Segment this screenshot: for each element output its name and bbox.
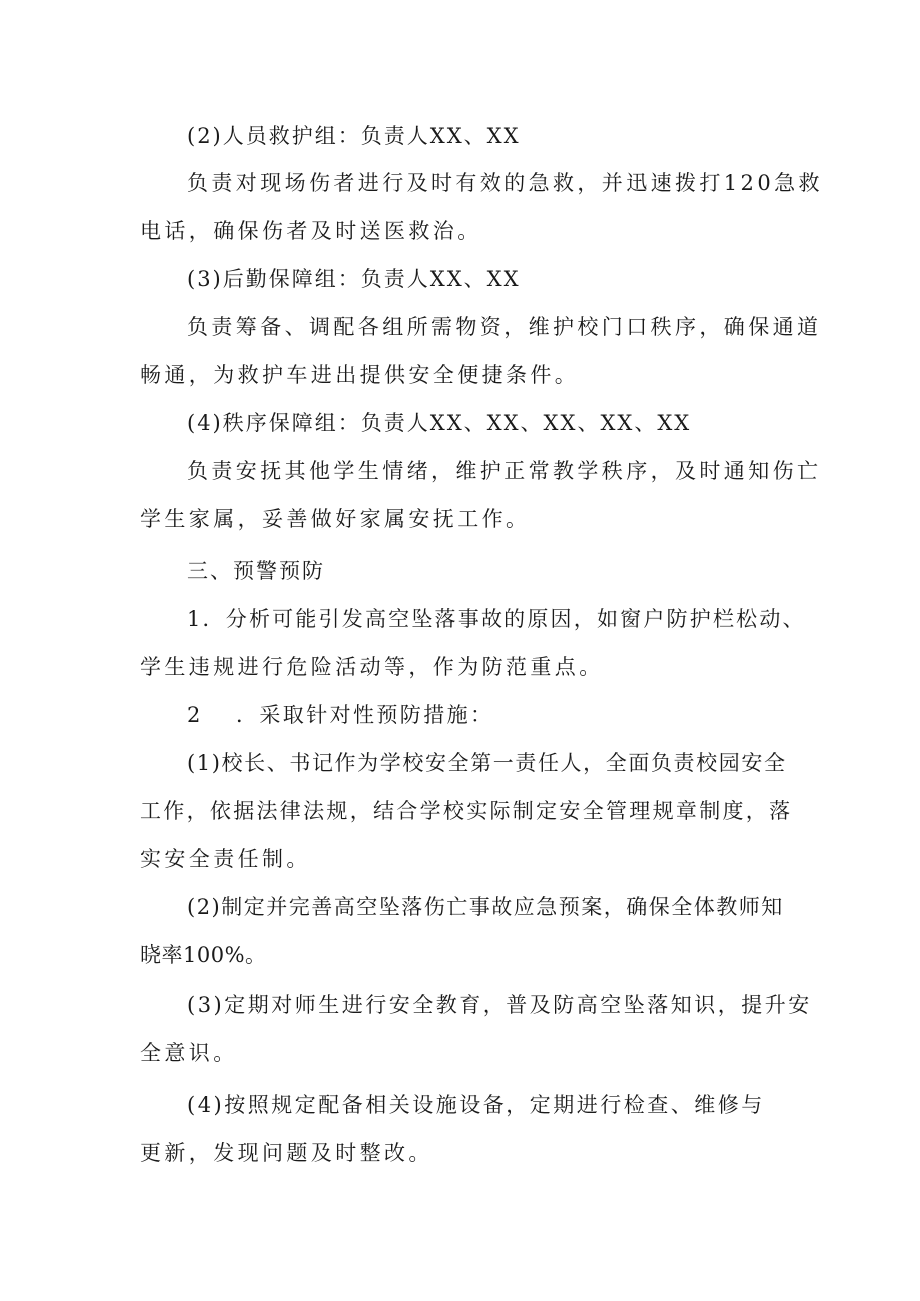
paragraph-rescue-team-desc-line2: 电话，确保伤者及时送医救治。 <box>140 219 482 243</box>
paragraph-rescue-team-desc-line1: 负责对现场伤者进行及时有效的急救，并迅速拨打120急救 <box>187 171 823 195</box>
paragraph-logistics-team-desc-line2: 畅通，为救护车进出提供安全便捷条件。 <box>140 363 580 387</box>
paragraph-logistics-team-title: (3)后勤保障组：负责人XX、XX <box>187 267 521 291</box>
paragraph-order-team-desc-line2: 学生家属，妥善做好家属安抚工作。 <box>140 507 531 531</box>
paragraph-measure2-line1: (2)制定并完善高空坠落伤亡事故应急预案，确保全体教师知 <box>187 895 784 919</box>
paragraph-measure1-line1: (1)校长、书记作为学校安全第一责任人，全面负责校园安全 <box>187 751 787 775</box>
paragraph-measure3-line2: 全意识。 <box>140 1041 238 1065</box>
paragraph-measure4-line1: (4)按照规定配备相关设施设备，定期进行检查、维修与 <box>187 1093 765 1117</box>
paragraph-measure4-line2: 更新，发现问题及时整改。 <box>140 1141 433 1165</box>
paragraph-rescue-team-title: (2)人员救护组：负责人XX、XX <box>187 124 521 148</box>
paragraph-measure1-line2: 工作，依据法律法规，结合学校实际制定安全管理规章制度，落 <box>140 799 793 823</box>
paragraph-order-team-title: (4)秩序保障组：负责人XX、XX、XX、XX、XX <box>187 411 692 435</box>
paragraph-item1-line1: 1．分析可能引发高空坠落事故的原因，如窗户防护栏松动、 <box>187 607 806 631</box>
section-heading-warning-prevention: 三、预警预防 <box>187 559 325 583</box>
paragraph-measure2-line2: 晓率100%。 <box>140 943 267 967</box>
paragraph-order-team-desc-line1: 负责安抚其他学生情绪，维护正常教学秩序，及时通知伤亡 <box>187 459 822 483</box>
paragraph-logistics-team-desc-line1: 负责筹备、调配各组所需物资，维护校门口秩序，确保通道 <box>187 315 822 339</box>
paragraph-measure1-line3: 实安全责任制。 <box>140 847 311 871</box>
paragraph-measure3-line1: (3)定期对师生进行安全教育，普及防高空坠落知识，提升安 <box>187 993 812 1017</box>
paragraph-item1-line2: 学生违规进行危险活动等，作为防范重点。 <box>140 655 604 679</box>
paragraph-item2-number: 2 <box>187 703 204 727</box>
paragraph-item2-text: ．采取针对性预防措施： <box>236 703 494 727</box>
